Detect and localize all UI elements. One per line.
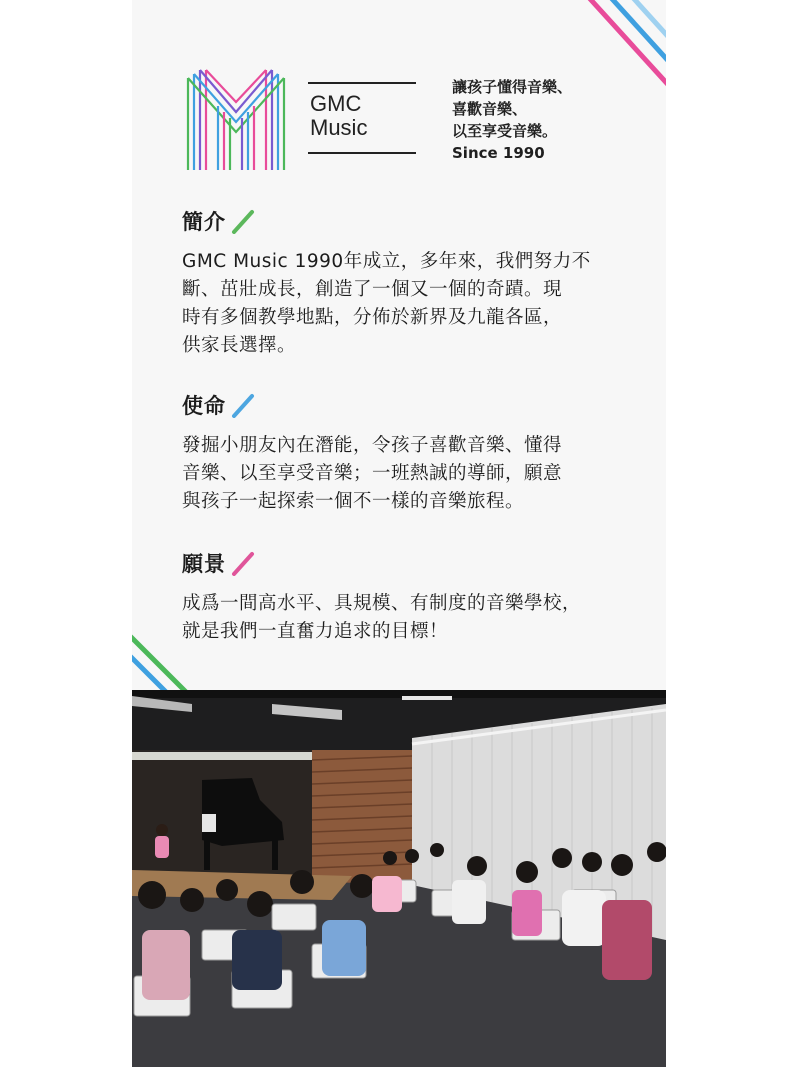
section-body xyxy=(182,248,622,360)
body-line: 成爲一間高水平、具規模、有制度的音樂學校， xyxy=(182,593,582,614)
brand-name xyxy=(310,92,430,140)
body-line: 就是我們一直奮力追求的目標！ xyxy=(182,621,449,642)
section-mission xyxy=(182,390,622,516)
green-slash-icon xyxy=(230,208,256,234)
tagline xyxy=(452,76,652,164)
section-vision xyxy=(182,548,622,646)
body-line: GMC Music 1990年成立，多年來，我們努力不 xyxy=(182,251,591,272)
section-body xyxy=(182,432,622,516)
blue-slash-icon xyxy=(230,392,256,418)
brand-rule-bottom xyxy=(308,152,416,154)
since-year: Since 1990 xyxy=(452,144,545,162)
gmc-logo-icon xyxy=(184,66,288,174)
tagline-line: 喜歡音樂、 xyxy=(452,100,528,118)
pink-slash-icon xyxy=(230,550,256,576)
brochure-panel xyxy=(132,0,666,1067)
brand-rule-top xyxy=(308,82,416,84)
left-stripes-decoration xyxy=(132,628,202,692)
body-line: 供家長選擇。 xyxy=(182,335,297,356)
body-line: 時有多個教學地點，分佈於新界及九龍各區， xyxy=(182,307,563,328)
recital-hall-photo xyxy=(132,690,666,1067)
brand-name-line1: GMC xyxy=(310,91,362,116)
body-line: 斷、茁壯成長，創造了一個又一個的奇蹟。現 xyxy=(182,279,563,300)
section-introduction xyxy=(182,206,622,360)
section-body xyxy=(182,590,622,646)
tagline-line: 讓孩子懂得音樂、 xyxy=(452,78,573,96)
tagline-line: 以至享受音樂。 xyxy=(452,122,558,140)
section-title: 簡介 xyxy=(182,210,226,234)
body-line: 音樂、以至享受音樂；一班熱誠的導師，願意 xyxy=(182,463,563,484)
body-line: 與孩子一起探索一個不一樣的音樂旅程。 xyxy=(182,491,525,512)
section-title: 願景 xyxy=(182,552,226,576)
brand-name-line2: Music xyxy=(310,115,368,140)
section-title: 使命 xyxy=(182,394,226,418)
body-line: 發掘小朋友內在潛能，令孩子喜歡音樂、懂得 xyxy=(182,435,563,456)
